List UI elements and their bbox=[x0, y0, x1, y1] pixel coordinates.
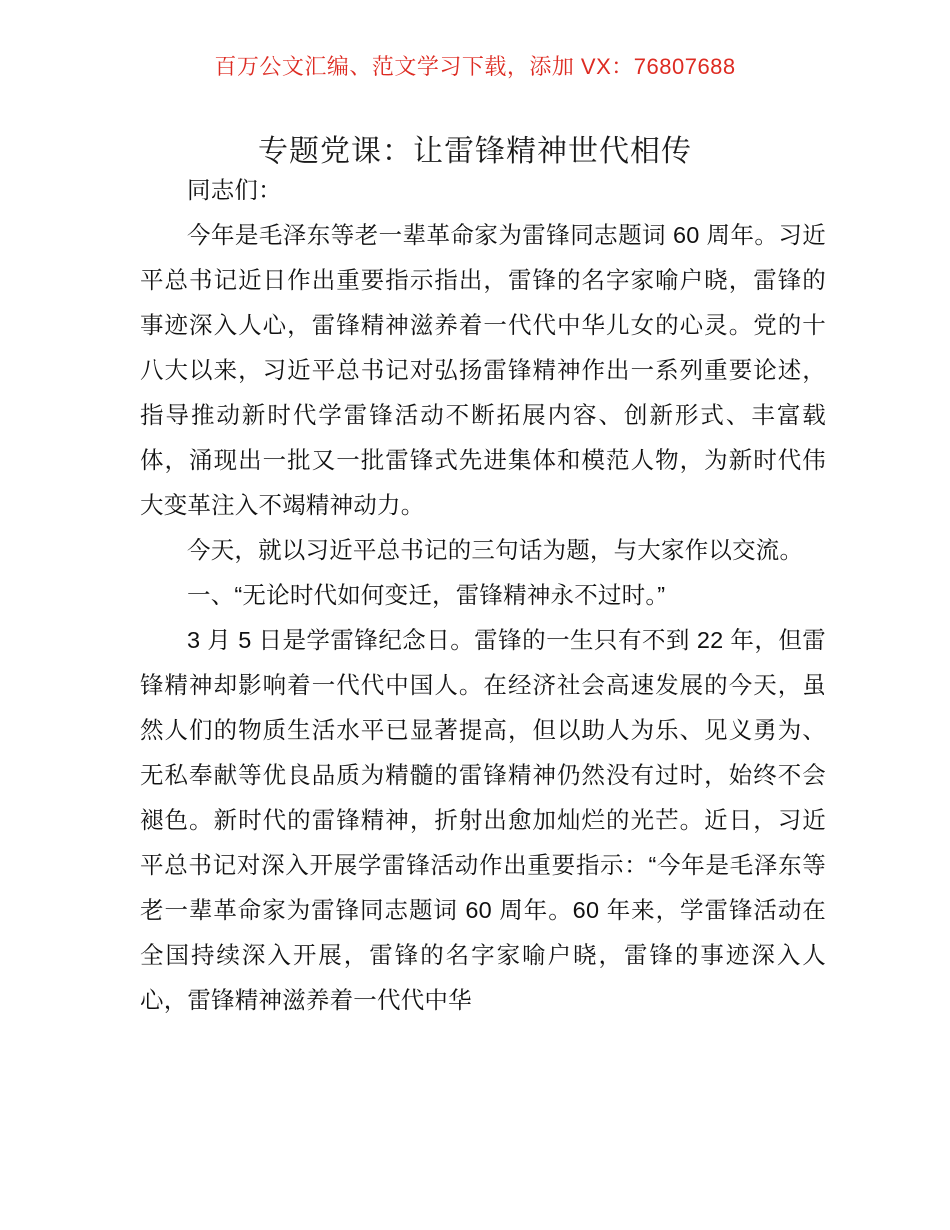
page-title: 专题党课：让雷锋精神世代相传 bbox=[258, 135, 692, 169]
body-paragraph-1: 今年是毛泽东等老一辈革命家为雷锋同志题词 60 周年。习近平总书记近日作出重要指示指出，雷锋的名字家喻户晓，雷锋的事迹深入人心，雷锋精神滋养着一代代中华儿女的心灵。党的十八大以来，习近平总书记对弘扬雷锋精神作出一系列重要论述，指导推动新时代学雷锋活动不断拓展内容、创新形式、丰富载体，涌现出一批又一批雷锋式先进集体和模范人物，为新时代伟大变革注入不竭精神动力。 bbox=[140, 222, 826, 518]
document-body bbox=[140, 168, 826, 1023]
body-paragraph-2: 今天，就以习近平总书记的三句话为题，与大家作以交流。 bbox=[187, 537, 804, 563]
section-paragraph-1: 3 月 5 日是学雷锋纪念日。雷锋的一生只有不到 22 年，但雷锋精神却影响着一代代中国人。在经济社会高速发展的今天，虽然人们的物质生活水平已显著提高，但以助人为乐、见义勇为、无私奉献等优良品质为精髓的雷锋精神仍然没有过时，始终不会褪色。新时代的雷锋精神，折射出愈加灿烂的光芒。近日，习近平总书记对深入开展学雷锋活动作出重要指示：“今年是毛泽东等老一辈革命家为雷锋同志题词 60 周年。60 年来，学雷锋活动在全国持续深入开展，雷锋的名字家喻户晓，雷锋的事迹深入人心，雷锋精神滋养着一代代中华 bbox=[140, 627, 826, 1013]
section-heading-1: 一、“无论时代如何变迁，雷锋精神永不过时。” bbox=[187, 582, 666, 608]
salutation-paragraph: 同志们： bbox=[187, 177, 282, 203]
promo-header-text: 百万公文汇编、范文学习下载，添加 VX：76807688 bbox=[214, 54, 736, 79]
